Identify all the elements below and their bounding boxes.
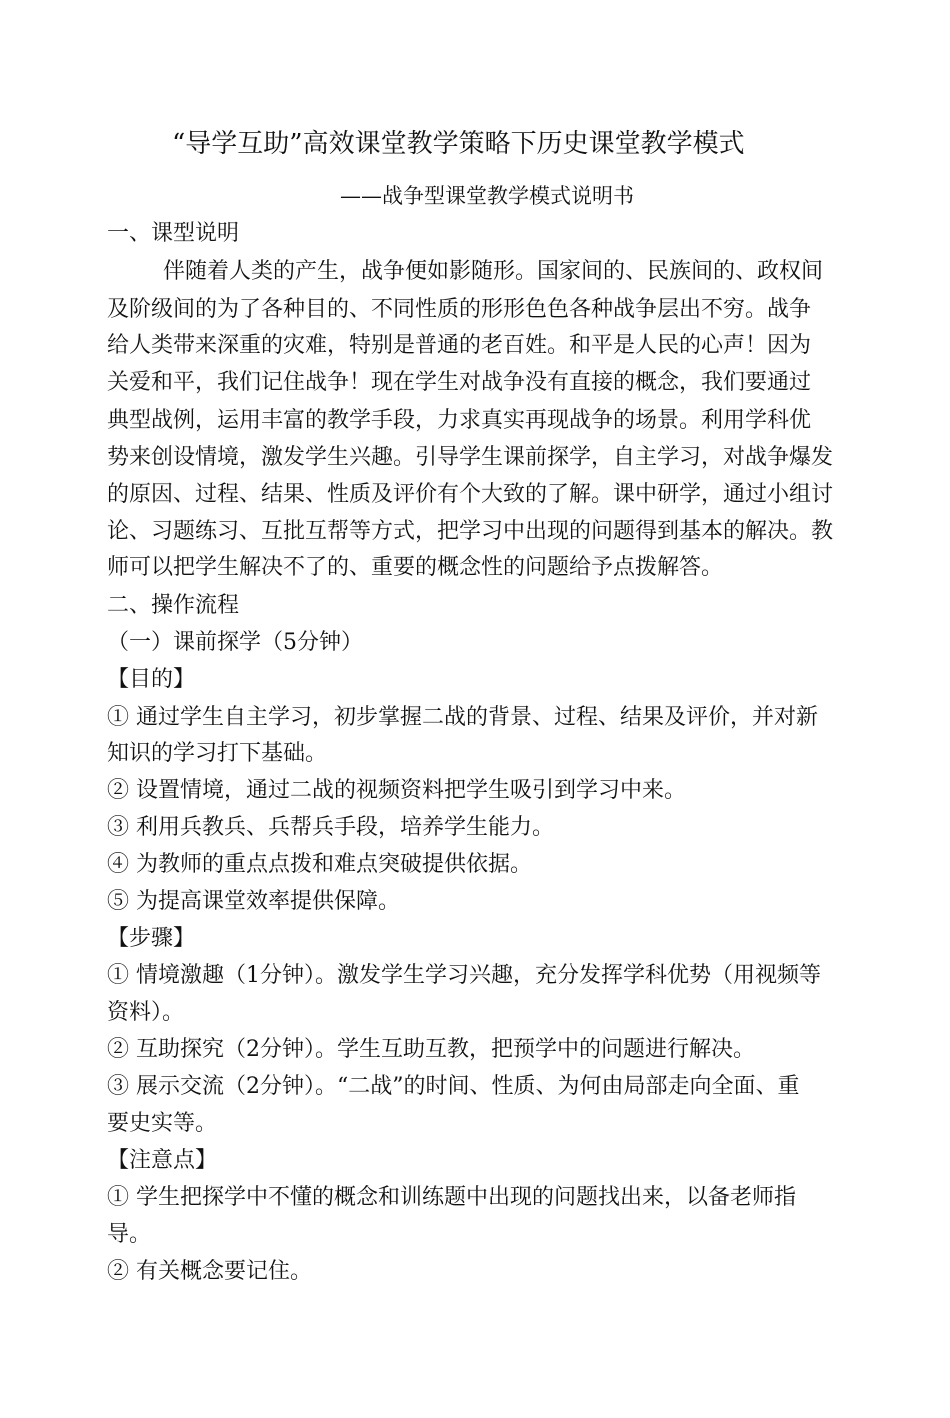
section-heading-procedure: 二、操作流程 xyxy=(107,593,240,618)
notes-heading: 【注意点】 xyxy=(107,1148,218,1173)
section-heading-course-type: 一、课型说明 xyxy=(107,221,240,246)
paragraph-line: 典型战例，运用丰富的教学手段，力求真实再现战争的场景。利用学科优 xyxy=(107,408,812,433)
goal-line: ④ 为教师的重点点拨和难点突破提供依据。 xyxy=(107,852,532,877)
step-line: ② 互助探究（2分钟）。学生互助互教，把预学中的问题进行解决。 xyxy=(107,1037,755,1062)
goal-heading: 【目的】 xyxy=(107,667,196,692)
goal-line: 知识的学习打下基础。 xyxy=(107,741,328,766)
goal-line: ① 通过学生自主学习，初步掌握二战的背景、过程、结果及评价，并对新 xyxy=(107,705,818,730)
paragraph-line: 关爱和平，我们记住战争！现在学生对战争没有直接的概念，我们要通过 xyxy=(107,370,812,395)
note-line: ② 有关概念要记住。 xyxy=(107,1259,312,1284)
paragraph-line: 给人类带来深重的灾难，特别是普通的老百姓。和平是人民的心声！因为 xyxy=(107,333,812,358)
paragraph-line: 势来创设情境，激发学生兴趣。引导学生课前探学，自主学习，对战争爆发 xyxy=(107,445,834,470)
document-subtitle: ——战争型课堂教学模式说明书 xyxy=(340,184,634,208)
paragraph-line: 及阶级间的为了各种目的、不同性质的形形色色各种战争层出不穷。战争 xyxy=(107,297,812,322)
goal-line: ③ 利用兵教兵、兵帮兵手段，培养学生能力。 xyxy=(107,815,554,840)
note-line: 导。 xyxy=(107,1222,152,1247)
step-line: ③ 展示交流（2分钟）。“二战”的时间、性质、为何由局部走向全面、重 xyxy=(107,1074,800,1099)
paragraph-line: 师可以把学生解决不了的、重要的概念性的问题给予点拨解答。 xyxy=(107,555,724,580)
step-line: 资料）。 xyxy=(107,1000,185,1025)
paragraph-line: 论、习题练习、互批互帮等方式，把学习中出现的问题得到基本的解决。教 xyxy=(107,519,834,544)
step-line: ① 情境激趣（1分钟）。激发学生学习兴趣，充分发挥学科优势（用视频等 xyxy=(107,963,821,988)
paragraph-line: 伴随着人类的产生，战争便如影随形。国家间的、民族间的、政权间 xyxy=(163,259,824,284)
steps-heading: 【步骤】 xyxy=(107,926,196,951)
paragraph-line: 的原因、过程、结果、性质及评价有个大致的了解。课中研学，通过小组讨 xyxy=(107,482,834,507)
note-line: ① 学生把探学中不懂的概念和训练题中出现的问题找出来，以备老师指 xyxy=(107,1185,796,1210)
goal-line: ② 设置情境，通过二战的视频资料把学生吸引到学习中来。 xyxy=(107,778,686,803)
goal-line: ⑤ 为提高课堂效率提供保障。 xyxy=(107,889,400,914)
subsection-heading: （一）课前探学（5分钟） xyxy=(107,630,363,655)
document-title: “导学互助”高效课堂教学策略下历史课堂教学模式 xyxy=(172,129,745,159)
step-line: 要史实等。 xyxy=(107,1111,218,1136)
